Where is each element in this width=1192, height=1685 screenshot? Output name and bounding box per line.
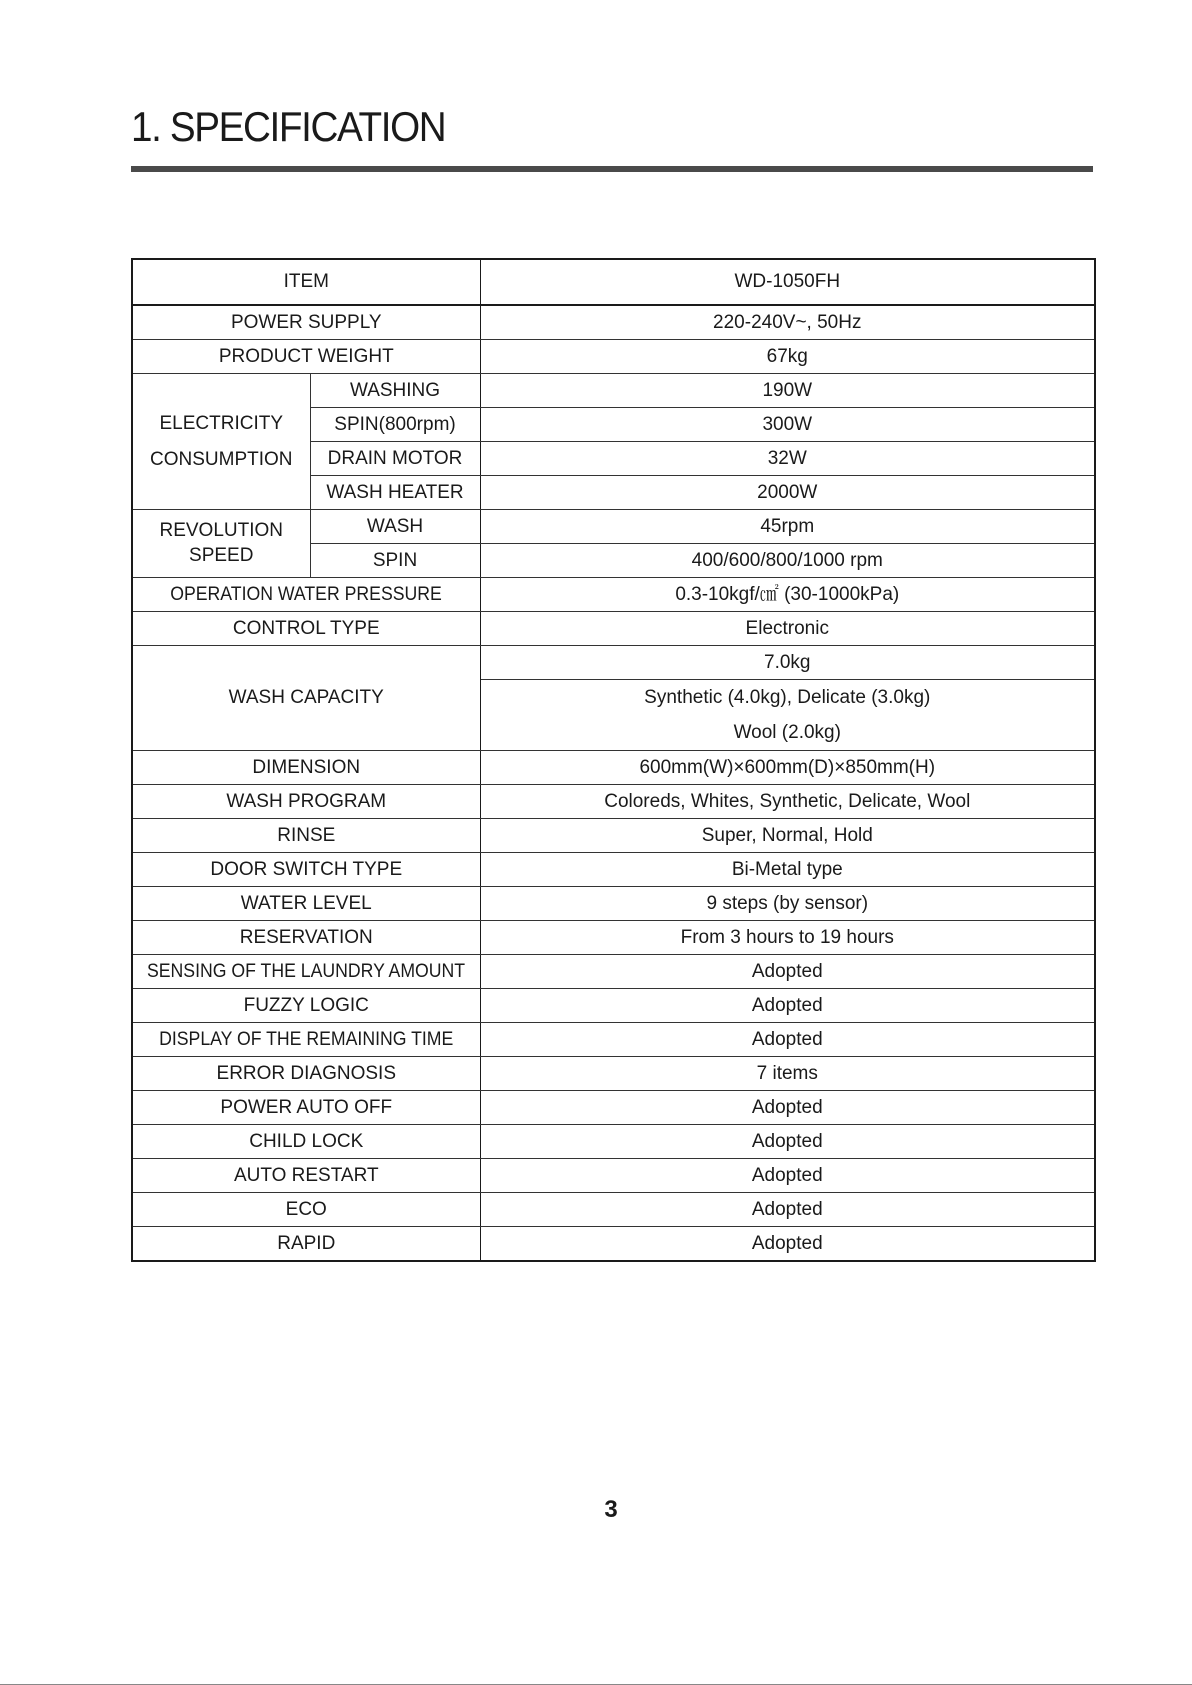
sub-label: WASH HEATER (310, 476, 480, 510)
table-row (132, 1227, 1095, 1262)
wash-capacity-line1: Synthetic (4.0kg), Delicate (3.0kg) (644, 686, 931, 708)
sub-label: WASHING (310, 374, 480, 408)
row-label-text: OPERATION WATER PRESSURE (170, 583, 443, 605)
row-value: 220-240V~, 50Hz (480, 305, 1095, 340)
table-row (132, 955, 1095, 989)
row-label: DOOR SWITCH TYPE (132, 853, 480, 887)
row-value: 9 steps (by sensor) (480, 887, 1095, 921)
table-row (132, 751, 1095, 785)
row-value: Super, Normal, Hold (480, 819, 1095, 853)
table-row (132, 340, 1095, 374)
page-title: 1. SPECIFICATION (131, 103, 446, 150)
revolution-label-line2: SPEED (189, 545, 254, 566)
row-label: CONTROL TYPE (132, 612, 480, 646)
row-label: PRODUCT WEIGHT (132, 340, 480, 374)
table-row (132, 1023, 1095, 1057)
row-label (132, 1023, 480, 1057)
electricity-label-line1: ELECTRICITY (159, 412, 284, 434)
table-row (132, 305, 1095, 340)
row-value: 600mm(W)×600mm(D)×850mm(H) (480, 751, 1095, 785)
table-row (132, 1193, 1095, 1227)
specification-table (131, 258, 1096, 1262)
row-label (132, 578, 480, 612)
table-row (132, 578, 1095, 612)
row-label: FUZZY LOGIC (132, 989, 480, 1023)
row-value: Adopted (480, 1125, 1095, 1159)
row-label: POWER AUTO OFF (132, 1091, 480, 1125)
table-row (132, 510, 1095, 544)
table-row (132, 1125, 1095, 1159)
table-row (132, 374, 1095, 408)
row-label: ERROR DIAGNOSIS (132, 1057, 480, 1091)
row-label: DIMENSION (132, 751, 480, 785)
table-row (132, 1091, 1095, 1125)
table-row (132, 853, 1095, 887)
row-value: 67kg (480, 340, 1095, 374)
electricity-label (132, 374, 310, 510)
wash-capacity-line2: Wool (2.0kg) (733, 721, 841, 743)
row-value: Adopted (480, 1193, 1095, 1227)
title-divider (131, 166, 1093, 172)
row-label: RESERVATION (132, 921, 480, 955)
row-label: RAPID (132, 1227, 480, 1262)
row-value: 32W (480, 442, 1095, 476)
page-number: 3 (604, 1496, 618, 1523)
row-value: 7.0kg (480, 646, 1095, 680)
row-label: CHILD LOCK (132, 1125, 480, 1159)
table-row (132, 887, 1095, 921)
table-row (132, 921, 1095, 955)
sub-label: DRAIN MOTOR (310, 442, 480, 476)
row-value: Adopted (480, 1227, 1095, 1262)
row-label-text: SENSING OF THE LAUNDRY AMOUNT (147, 960, 466, 982)
row-label-text: DISPLAY OF THE REMAINING TIME (159, 1028, 454, 1050)
revolution-label (132, 510, 310, 578)
sub-label: SPIN(800rpm) (310, 408, 480, 442)
row-value: Adopted (480, 1091, 1095, 1125)
table-row (132, 785, 1095, 819)
row-value: 300W (480, 408, 1095, 442)
table-header-row (132, 259, 1095, 305)
row-value: From 3 hours to 19 hours (480, 921, 1095, 955)
row-value: Adopted (480, 989, 1095, 1023)
row-value (480, 680, 1095, 751)
row-label: POWER SUPPLY (132, 305, 480, 340)
row-label: ECO (132, 1193, 480, 1227)
sub-label: SPIN (310, 544, 480, 578)
row-value: 0.3-10kgf/㎠ (30-1000kPa) (480, 578, 1095, 612)
row-label: RINSE (132, 819, 480, 853)
row-value: 45rpm (480, 510, 1095, 544)
table-row (132, 989, 1095, 1023)
row-value: 400/600/800/1000 rpm (480, 544, 1095, 578)
table-row (132, 646, 1095, 680)
table-row (132, 1057, 1095, 1091)
sub-label: WASH (310, 510, 480, 544)
row-value: 7 items (480, 1057, 1095, 1091)
electricity-label-line2: CONSUMPTION (150, 448, 293, 470)
row-value: Electronic (480, 612, 1095, 646)
revolution-label-line1: REVOLUTION (159, 520, 284, 542)
header-item: ITEM (132, 259, 480, 305)
row-label: WASH PROGRAM (132, 785, 480, 819)
row-value: Bi-Metal type (480, 853, 1095, 887)
row-value: 2000W (480, 476, 1095, 510)
row-value: Adopted (480, 1023, 1095, 1057)
wash-capacity-label: WASH CAPACITY (132, 646, 480, 751)
table-row (132, 612, 1095, 646)
row-value: Coloreds, Whites, Synthetic, Delicate, Wool (480, 785, 1095, 819)
row-label: WATER LEVEL (132, 887, 480, 921)
header-model: WD-1050FH (480, 259, 1095, 305)
row-label: AUTO RESTART (132, 1159, 480, 1193)
row-label (132, 955, 480, 989)
table-row (132, 819, 1095, 853)
row-value: 190W (480, 374, 1095, 408)
table-row (132, 1159, 1095, 1193)
row-value: Adopted (480, 1159, 1095, 1193)
row-value: Adopted (480, 955, 1095, 989)
